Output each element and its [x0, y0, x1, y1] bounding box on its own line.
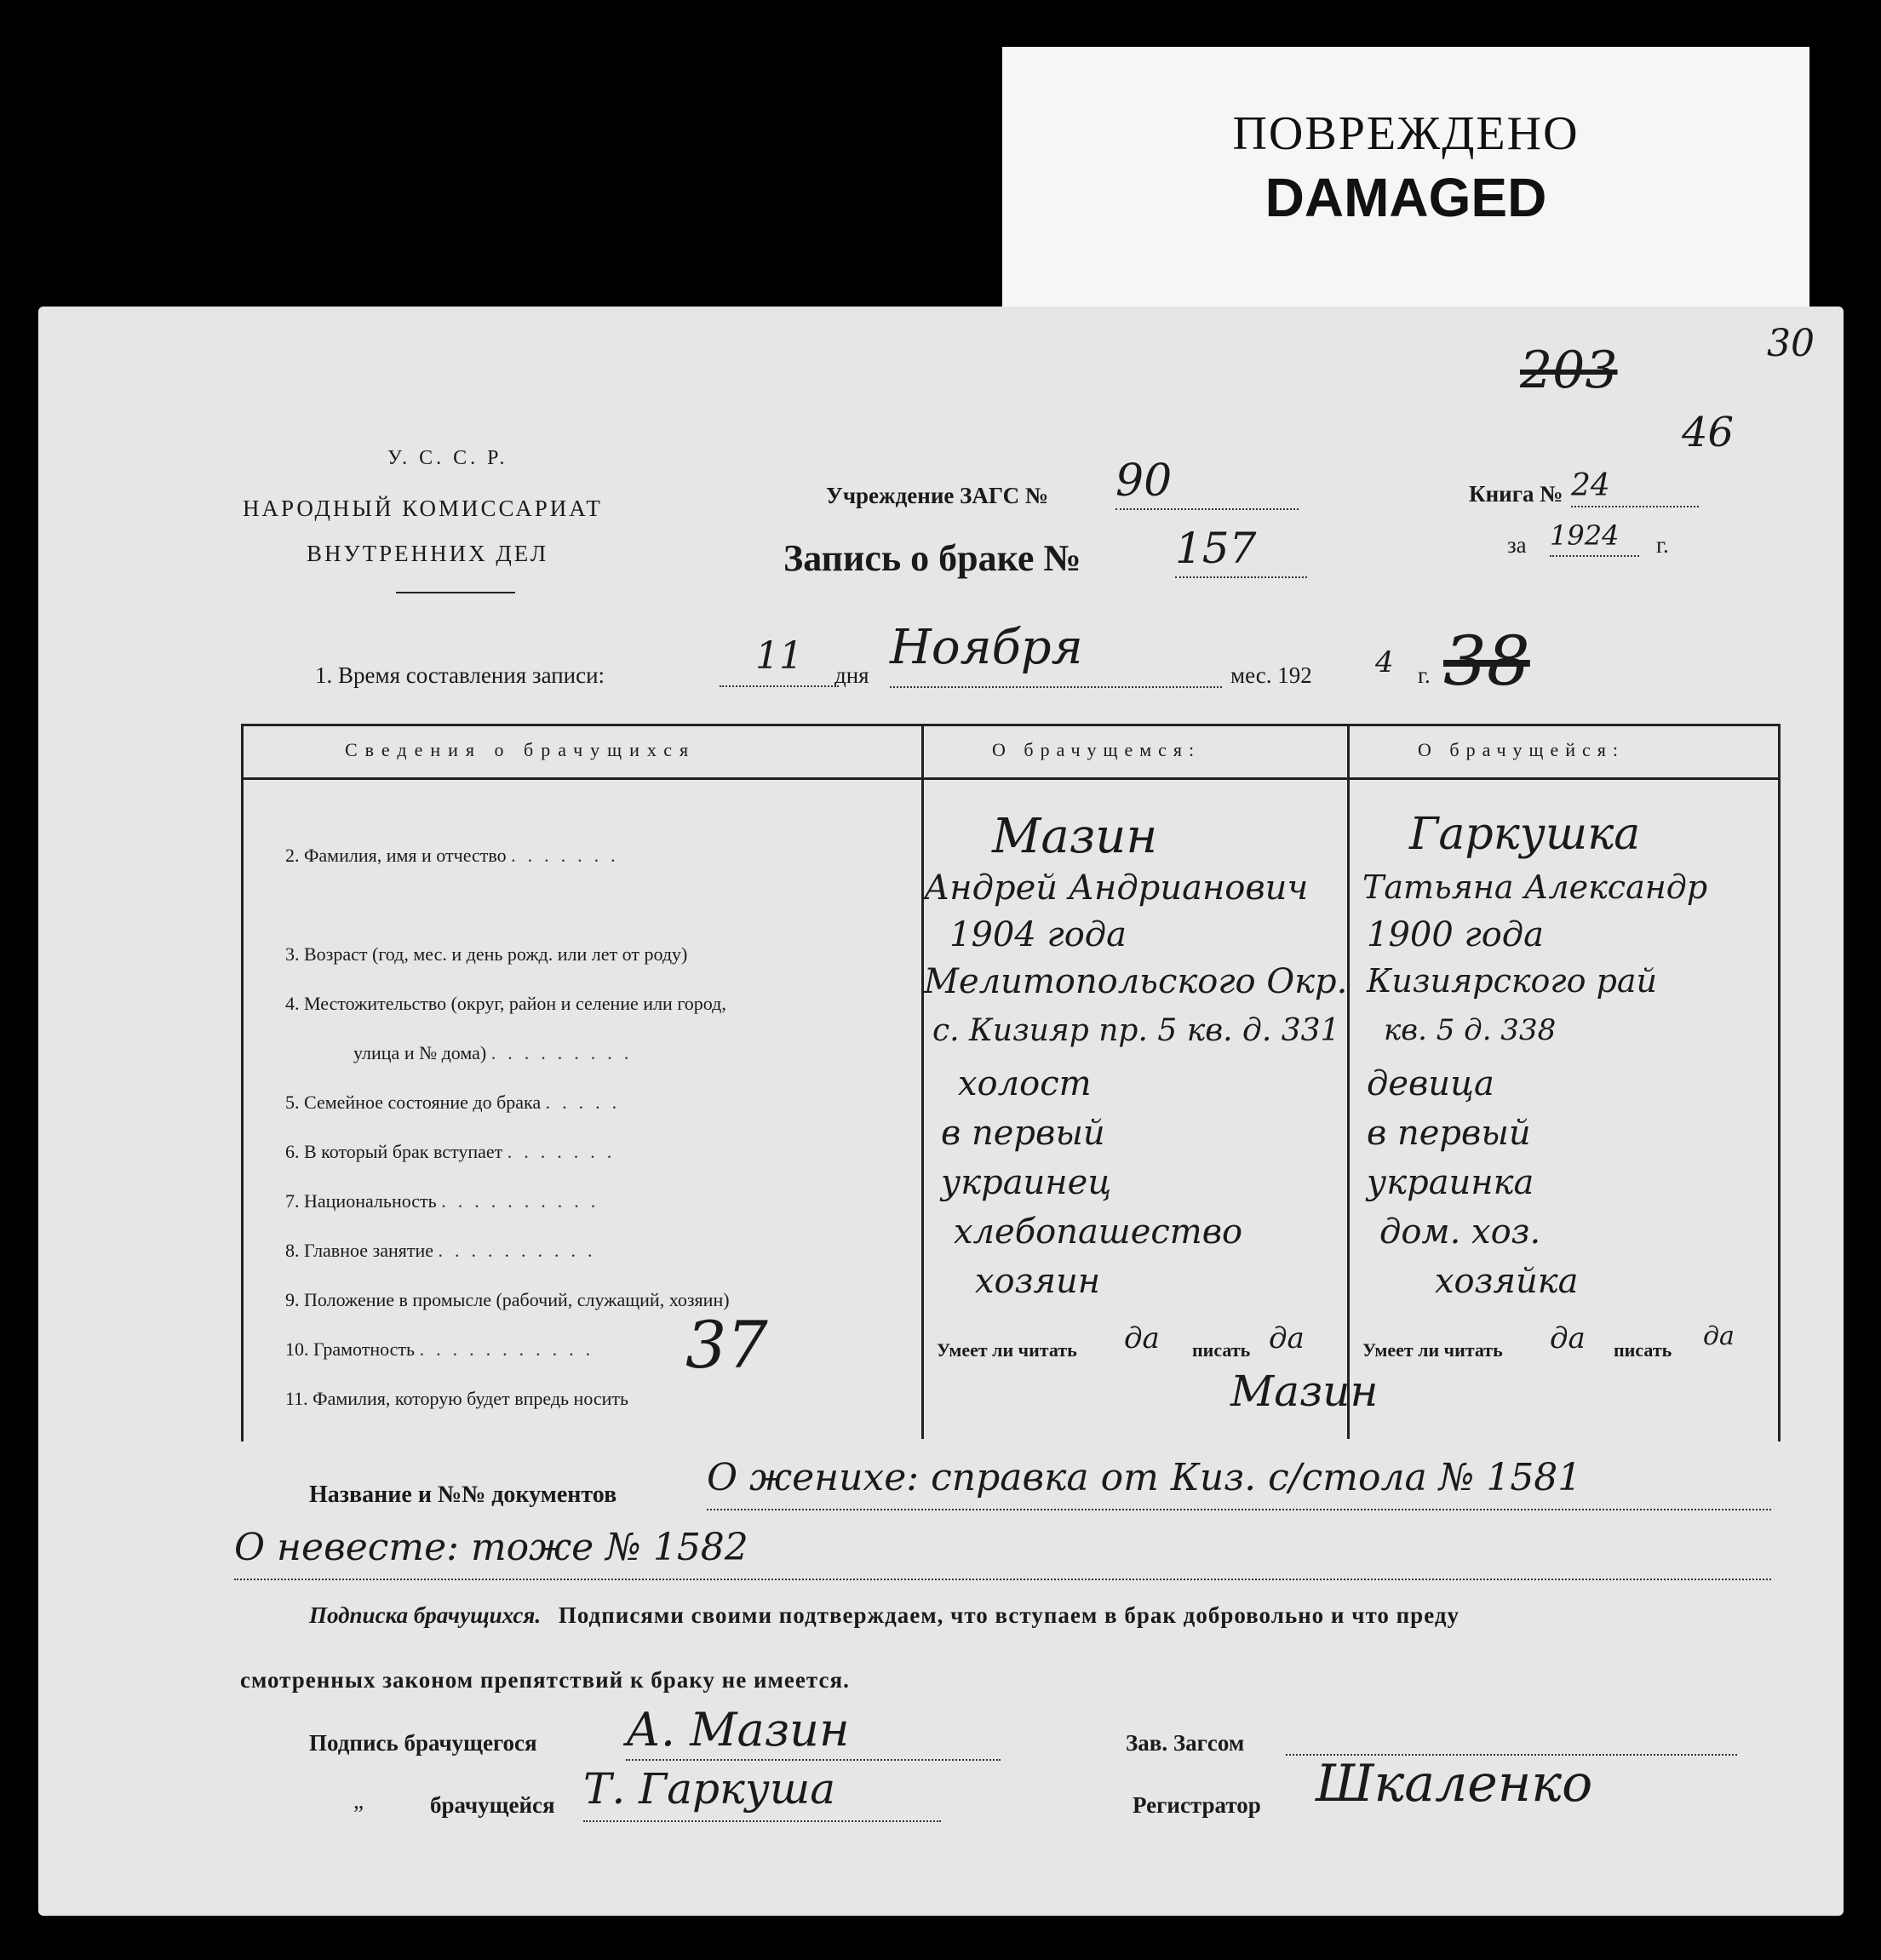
row-label-which-marriage: 6. В который брак вступает ....... [285, 1141, 624, 1162]
head-registrar-line [1286, 1711, 1737, 1756]
row-label-occupation: 8. Главное занятие .......... [285, 1240, 605, 1261]
registrar-label: Регистратор [1133, 1792, 1261, 1818]
record-month: Ноября [890, 620, 1222, 688]
declaration-line-1 [309, 1602, 1459, 1629]
bride-residence-2: кв. 5 д. 338 [1384, 1013, 1557, 1047]
damaged-label-en: DAMAGED [1265, 167, 1547, 228]
office-number: 90 [1115, 456, 1299, 510]
future-surname: Мазин [1230, 1367, 1379, 1416]
groom-read-label: Умеет ли читать [937, 1339, 1077, 1361]
bride-write-label: писать [1614, 1339, 1672, 1361]
record-day: 11 [720, 634, 839, 687]
page-number: 30 [1767, 322, 1815, 365]
office-label: Учреждение ЗАГС № [826, 483, 1049, 508]
declaration-text-1: Подписями своими подтверждаем, что вступаем в брак добровольно и что преду [558, 1602, 1459, 1628]
book-label: Книга № [1469, 481, 1563, 507]
month-word: мес. 192 [1230, 662, 1312, 688]
table-divider-1 [921, 724, 924, 1439]
groom-signature: А. Мазин [626, 1703, 1001, 1761]
bride-occupation: дом. хоз. [1379, 1212, 1541, 1252]
groom-given-names: Андрей Андрианович [924, 868, 1309, 908]
book-number: 24 [1571, 468, 1699, 507]
groom-signature-label: Подпись брачущегося [309, 1730, 537, 1756]
ditto-mark: „ [353, 1788, 364, 1814]
table-divider-2 [1347, 724, 1350, 1439]
commissariat-line-2: ВНУТРЕННИХ ДЕЛ [307, 541, 549, 566]
commissariat-line-1: НАРОДНЫЙ КОМИССАРИАТ [243, 496, 603, 521]
damaged-label-card [1002, 47, 1809, 318]
record-time-label: 1. Время составления записи: [315, 662, 605, 688]
margin-mark: 37 [685, 1307, 768, 1383]
header-divider [396, 592, 515, 593]
row-label-future-surname: 11. Фамилия, которую будет впредь носить [285, 1388, 629, 1409]
record-year-suffix: г. [1418, 662, 1431, 688]
bride-position: хозяйка [1435, 1262, 1579, 1301]
table-header-rule [241, 777, 1778, 780]
year-suffix: г. [1656, 532, 1669, 558]
bride-read-value: да [1550, 1321, 1586, 1355]
col-head-groom: О брачущемся: [992, 739, 1201, 760]
col-head-details: Сведения о брачущихся [345, 739, 697, 760]
record-year-digit: 4 [1375, 645, 1394, 679]
groom-write-value: да [1269, 1321, 1305, 1355]
groom-position: хозяин [975, 1262, 1101, 1301]
documents-groom: О женихе: справка от Киз. с/стола № 1581 [707, 1456, 1771, 1510]
declaration-lead: Подписка брачущихся. [309, 1602, 542, 1628]
day-word: дня [834, 662, 869, 688]
row-label-residence: 4. Местожительство (округ, район и селение или город, [285, 993, 726, 1014]
row-label-street: улица и № дома) ......... [353, 1042, 641, 1063]
row-label-name: 2. Фамилия, имя и отчество ....... [285, 845, 628, 866]
groom-marital-status: холост [958, 1064, 1092, 1103]
struck-number: 203 [1520, 341, 1618, 400]
groom-surname: Мазин [992, 809, 1158, 864]
marriage-record-sheet [38, 307, 1844, 1916]
bride-residence-1: Кизиярского рай [1367, 962, 1658, 1000]
groom-residence-1: Мелитопольского Окр. [924, 962, 1348, 1001]
declaration-line-2: смотренных законом препятствий к браку не имеется. [240, 1667, 850, 1693]
bride-write-value: да [1703, 1321, 1735, 1351]
row-label-age: 3. Возраст (год, мес. и день рожд. или лет от роду) [285, 943, 688, 965]
bride-age: 1900 года [1367, 915, 1545, 954]
row-label-marital: 5. Семейное состояние до брака ..... [285, 1092, 629, 1113]
row-label-nationality: 7. Национальность .......... [285, 1190, 608, 1212]
struck-record-number: 38 [1443, 622, 1530, 701]
documents-bride: О невесте: тоже № 1582 [234, 1526, 1771, 1580]
book-year: 1924 [1550, 519, 1639, 557]
republic-label: У. С. С. Р. [387, 447, 508, 469]
bride-given-names: Татьяна Александр [1362, 868, 1708, 906]
head-registrar-label: Зав. Загсом [1126, 1730, 1245, 1756]
side-number: 46 [1682, 409, 1735, 456]
bride-signature: Т. Гаркуша [583, 1764, 941, 1822]
bride-marital-status: девица [1367, 1064, 1494, 1103]
documents-label: Название и №№ документов [309, 1481, 617, 1508]
bride-marriage-count: в первый [1367, 1114, 1531, 1153]
groom-nationality: украинец [941, 1163, 1112, 1202]
groom-age: 1904 года [949, 915, 1127, 954]
damaged-label-ru: ПОВРЕЖДЕНО [1232, 107, 1580, 160]
groom-marriage-count: в первый [941, 1114, 1105, 1153]
record-number: 157 [1175, 524, 1307, 578]
record-title: Запись о браке № [783, 537, 1081, 579]
groom-residence-2: с. Кизияр пр. 5 кв. д. 331 [932, 1013, 1340, 1048]
groom-occupation: хлебопашество [954, 1212, 1243, 1252]
col-head-bride: О брачущейся: [1418, 739, 1626, 760]
registrar-signature: Шкаленко [1316, 1754, 1593, 1814]
row-label-literacy: 10. Грамотность ........... [285, 1338, 603, 1360]
bride-surname: Гаркушка [1409, 809, 1641, 860]
groom-read-value: да [1124, 1321, 1160, 1355]
row-label-position: 9. Положение в промысле (рабочий, служащий, хозяин) [285, 1289, 730, 1310]
bride-read-label: Умеет ли читать [1362, 1339, 1503, 1361]
bride-nationality: украинка [1367, 1163, 1534, 1202]
year-prefix: за [1507, 532, 1527, 558]
bride-signature-label: брачущейся [430, 1792, 555, 1818]
groom-write-label: писать [1192, 1339, 1251, 1361]
